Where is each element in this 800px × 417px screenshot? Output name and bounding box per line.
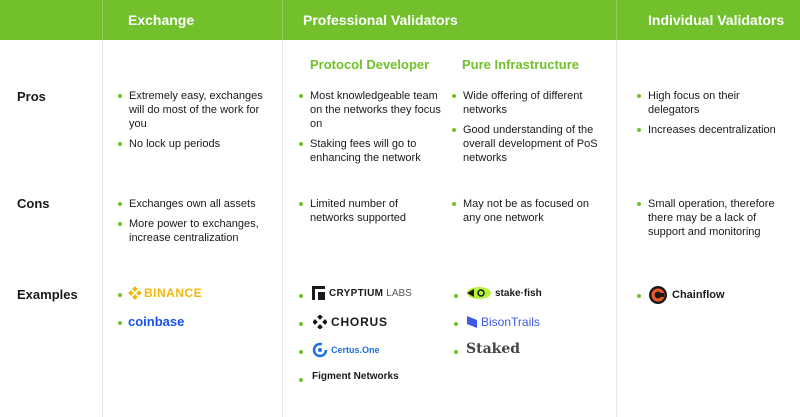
header-individual-validators: Individual Validators [648,12,785,28]
subheader-protocol-developer: Protocol Developer [310,57,430,72]
certus-icon [312,342,328,358]
stakefish-logo [465,286,542,300]
header-professional-validators: Professional Validators [303,12,458,28]
binance-logo-text: BINANCE [144,286,203,300]
column-divider [616,40,617,417]
cons-infra-list [451,197,591,231]
cons-exchange-list [117,197,272,251]
bullet-dot [454,294,458,298]
column-divider [102,40,103,417]
bullet-dot [637,294,641,298]
list-item: Extremely easy, exchanges will do most of the work for you [117,89,267,131]
cons-protocol-list [298,197,428,231]
bullet-dot [299,350,303,354]
chorus-logo-text: CHORUS [331,315,388,329]
certus-logo-text: Certus.One [331,345,380,355]
binance-icon [128,286,142,300]
header-exchange: Exchange [128,12,195,28]
list-item: No lock up periods [117,137,267,151]
bison-icon [466,315,478,329]
bullet-dot [118,293,122,297]
list-item: Limited number of networks supported [298,197,428,225]
list-item: Staking fees will go to enhancing the network [298,137,446,165]
cryptium-logo-text: CRYPTIUM [329,287,384,299]
list-item: Small operation, therefore there may be a lack of support and monitoring [636,197,781,239]
list-item: May not be as focused on any one network [451,197,591,225]
binance-logo [128,286,202,300]
certus-one-logo [312,342,380,358]
stakefish-logo-text: stake·fish [495,287,542,299]
bisontrails-logo-text: BisonTrails [481,315,540,329]
cons-individual-list [636,197,781,245]
header-divider [102,0,103,40]
chainflow-logo-text: Chainflow [672,289,725,301]
bullet-dot [454,322,458,326]
list-item: More power to exchanges, increase centralization [117,217,272,245]
header-bar [0,0,800,40]
list-item: High focus on their delegators [636,89,781,117]
cryptium-labs-logo [312,286,412,300]
fish-icon [465,286,493,300]
list-item: Wide offering of different networks [451,89,601,117]
bisontrails-logo [466,315,540,329]
cryptium-icon [312,286,325,300]
list-item: Good understanding of the overall development of PoS networks [451,123,601,165]
chainflow-logo [648,285,725,305]
list-item: Increases decentralization [636,123,781,137]
figment-logo [312,371,399,382]
bullet-dot [118,321,122,325]
pros-exchange-list [117,89,267,157]
bullet-dot [299,378,303,382]
coinbase-logo [128,314,184,329]
header-divider [282,0,283,40]
bullet-dot [299,294,303,298]
staked-logo [466,341,520,357]
pros-infra-list [451,89,601,171]
bullet-dot [299,322,303,326]
column-divider [282,40,283,417]
subheader-pure-infrastructure: Pure Infrastructure [462,57,580,72]
list-item: Most knowledgeable team on the networks they focus on [298,89,446,131]
pros-protocol-list [298,89,446,171]
bullet-dot [454,350,458,354]
chorus-logo [313,315,388,329]
coinbase-logo-text: coinbase [128,314,185,329]
list-item: Exchanges own all assets [117,197,272,211]
staked-logo-text: Staked [466,341,521,357]
row-label-pros: Pros [17,89,46,104]
pros-individual-list [636,89,781,143]
figment-logo-text: Figment Networks [312,371,399,382]
chainflow-icon [648,285,668,305]
row-label-cons: Cons [17,196,50,211]
cryptium-labs-text: LABS [386,287,412,299]
row-label-examples: Examples [17,287,78,302]
chorus-icon [313,315,327,329]
header-divider [616,0,617,40]
